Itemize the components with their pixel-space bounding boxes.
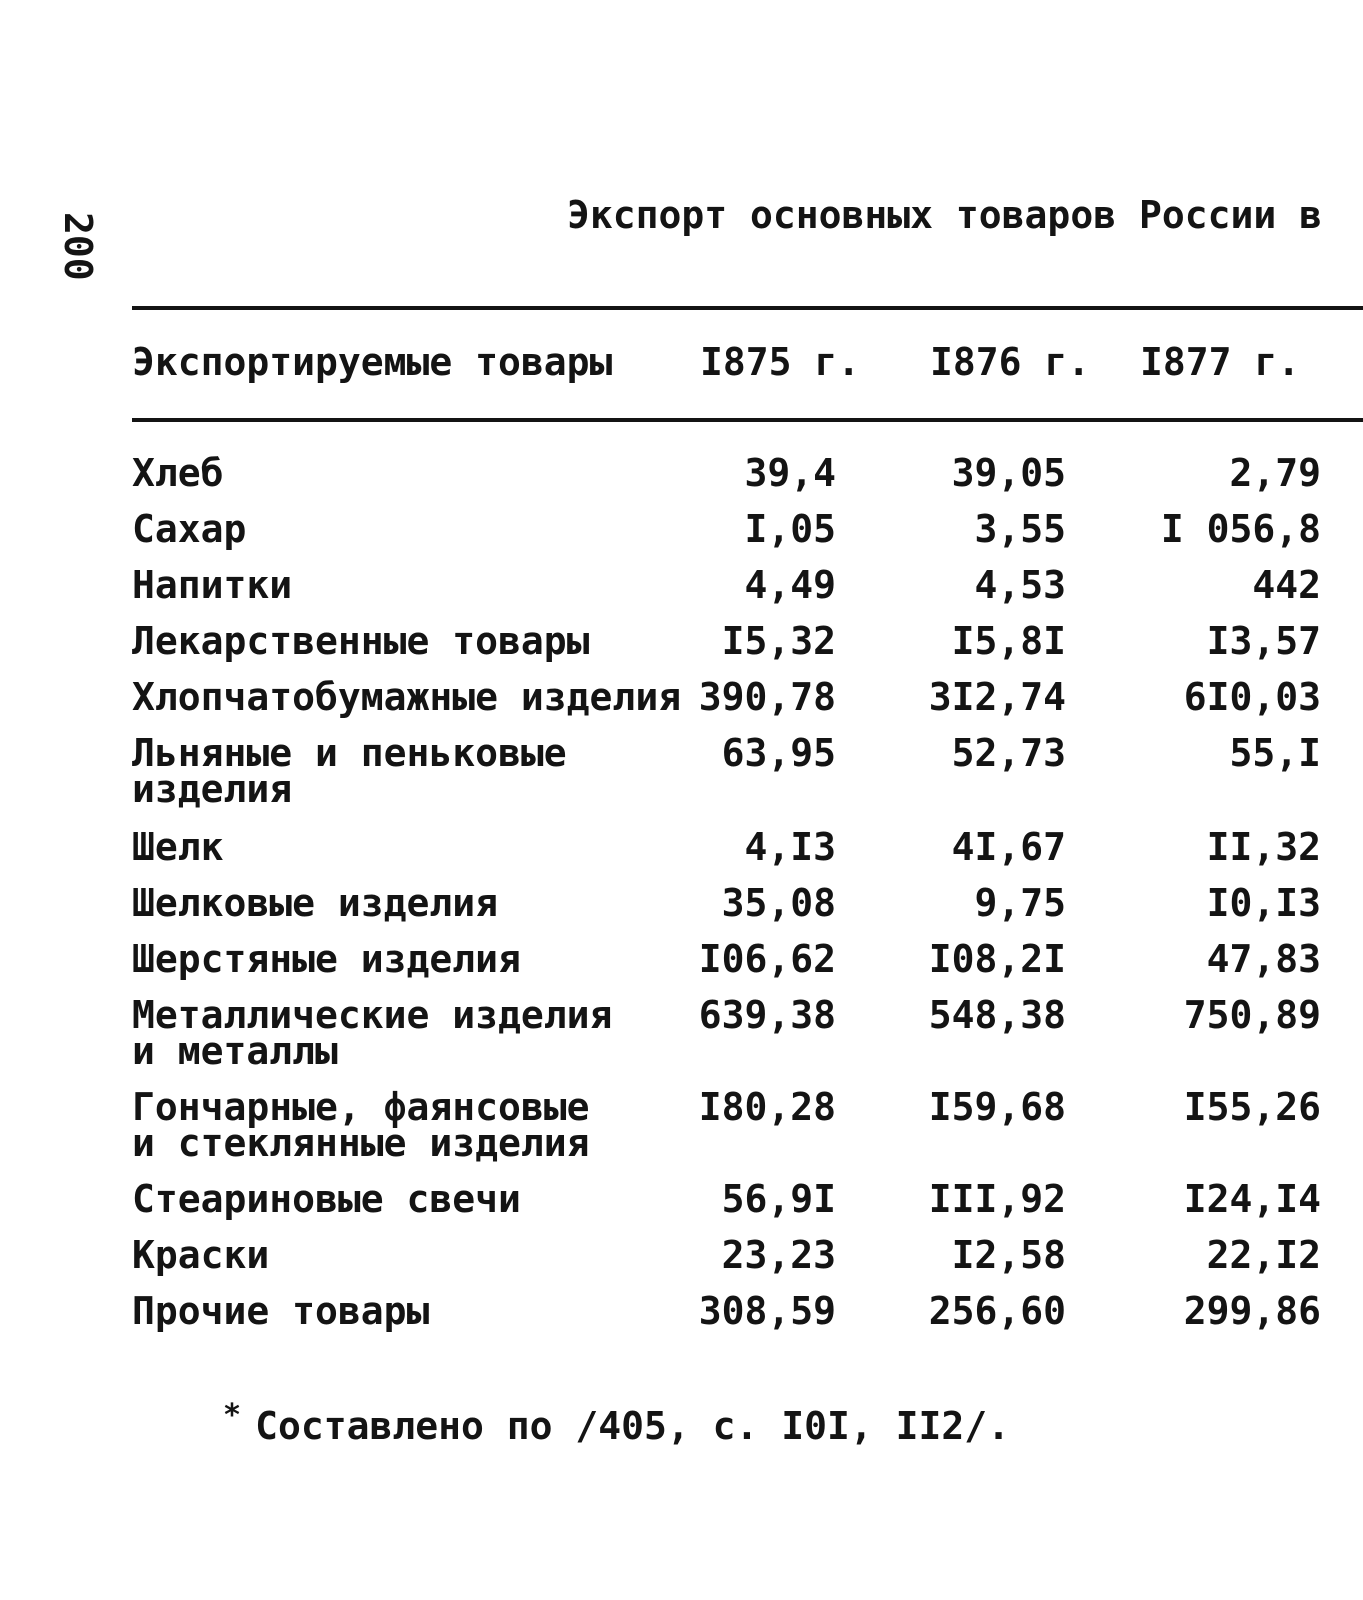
row-label: Шелковые изделия bbox=[132, 881, 499, 925]
header-top-rule bbox=[132, 306, 1363, 310]
header-bottom-rule bbox=[132, 418, 1363, 422]
row-label: Шерстяные изделия bbox=[132, 937, 521, 981]
row-label: Лекарственные товары bbox=[132, 619, 590, 663]
row-label: Прочие товары bbox=[132, 1289, 430, 1333]
row-label: Гончарные, фаянсовые и стеклянные изделия bbox=[132, 1085, 590, 1165]
cell-1875: I,05 bbox=[744, 507, 836, 551]
cell-1877: 750,89 bbox=[1183, 993, 1321, 1037]
footnote-mark: * bbox=[223, 1398, 242, 1433]
cell-1875: I06,62 bbox=[698, 937, 836, 981]
cell-1876: I2,58 bbox=[951, 1233, 1066, 1277]
cell-1875: 4,49 bbox=[744, 563, 836, 607]
row-label: Сахар bbox=[132, 507, 247, 551]
row-label: Хлопчатобумажные изделия bbox=[132, 675, 682, 719]
footnote bbox=[223, 1398, 1010, 1448]
cell-1875: 56,9I bbox=[721, 1177, 836, 1221]
cell-1877: I3,57 bbox=[1206, 619, 1321, 663]
cell-1876: I08,2I bbox=[928, 937, 1066, 981]
cell-1877: I55,26 bbox=[1183, 1085, 1321, 1129]
cell-1877: 22,I2 bbox=[1206, 1233, 1321, 1277]
cell-1877: I24,I4 bbox=[1183, 1177, 1321, 1221]
cell-1877: 2,79 bbox=[1229, 451, 1321, 495]
cell-1875: 4,I3 bbox=[744, 825, 836, 869]
cell-1877: 55,I bbox=[1229, 731, 1321, 775]
cell-1876: 256,60 bbox=[928, 1289, 1066, 1333]
row-label: Напитки bbox=[132, 563, 293, 607]
cell-1875: 308,59 bbox=[698, 1289, 836, 1333]
cell-1875: I5,32 bbox=[721, 619, 836, 663]
cell-1876: 9,75 bbox=[974, 881, 1066, 925]
cell-1877: I0,I3 bbox=[1206, 881, 1321, 925]
row-label: Металлические изделия и металлы bbox=[132, 993, 613, 1073]
column-header-1876: I876 г. bbox=[930, 340, 1091, 384]
cell-1875: 390,78 bbox=[698, 675, 836, 719]
cell-1877: I 056,8 bbox=[1160, 507, 1321, 551]
column-header-1875: I875 г. bbox=[700, 340, 861, 384]
cell-1876: I5,8I bbox=[951, 619, 1066, 663]
cell-1876: 548,38 bbox=[928, 993, 1066, 1037]
cell-1876: III,92 bbox=[928, 1177, 1066, 1221]
column-header-goods: Экспортируемые товары bbox=[132, 340, 613, 384]
page-number: 200 bbox=[56, 212, 100, 281]
cell-1876: 4,53 bbox=[974, 563, 1066, 607]
cell-1877: 442 bbox=[1252, 563, 1321, 607]
cell-1875: 63,95 bbox=[721, 731, 836, 775]
cell-1875: 639,38 bbox=[698, 993, 836, 1037]
row-label: Льняные и пеньковые изделия bbox=[132, 731, 567, 811]
cell-1876: 52,73 bbox=[951, 731, 1066, 775]
cell-1875: 39,4 bbox=[744, 451, 836, 495]
column-header-1877: I877 г. bbox=[1140, 340, 1301, 384]
cell-1877: 299,86 bbox=[1183, 1289, 1321, 1333]
footnote-text: Составлено по /405, с. I0I, II2/. bbox=[255, 1404, 1011, 1448]
cell-1875: 35,08 bbox=[721, 881, 836, 925]
row-label: Стеариновые свечи bbox=[132, 1177, 521, 1221]
cell-1875: 23,23 bbox=[721, 1233, 836, 1277]
cell-1875: I80,28 bbox=[698, 1085, 836, 1129]
row-label: Шелк bbox=[132, 825, 224, 869]
cell-1877: 47,83 bbox=[1206, 937, 1321, 981]
cell-1877: II,32 bbox=[1206, 825, 1321, 869]
cell-1876: I59,68 bbox=[928, 1085, 1066, 1129]
row-label: Хлеб bbox=[132, 451, 224, 495]
table-title: Экспорт основных товаров России в bbox=[567, 193, 1322, 237]
cell-1876: 39,05 bbox=[951, 451, 1066, 495]
cell-1876: 3I2,74 bbox=[928, 675, 1066, 719]
row-label: Краски bbox=[132, 1233, 270, 1277]
cell-1876: 4I,67 bbox=[951, 825, 1066, 869]
cell-1877: 6I0,03 bbox=[1183, 675, 1321, 719]
cell-1876: 3,55 bbox=[974, 507, 1066, 551]
